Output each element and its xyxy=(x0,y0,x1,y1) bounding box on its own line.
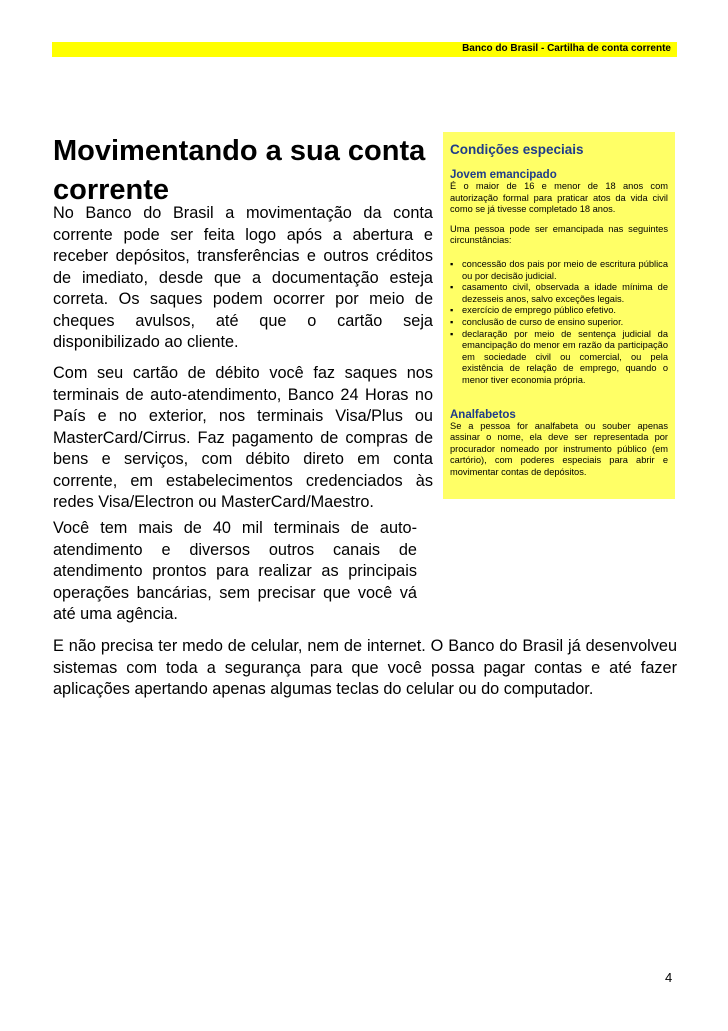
body-paragraph-2: Com seu cartão de débito você faz saques nos terminais de auto-atendimento, Banco 24 Horas no País e no exterior, nos terminais Visa/Plus ou MasterCard/Cirrus. Faz pagamento de compras de bens e serviços, com débito direto em conta corrente, em estabelecimentos credenciados às redes Visa/Electron ou MasterCard/Maestro. xyxy=(53,364,433,511)
bullet-icon: ▪ xyxy=(450,258,454,269)
page-number: 4 xyxy=(665,970,673,985)
jovem-heading: Jovem emancipado xyxy=(450,169,557,181)
header-bar xyxy=(52,42,677,57)
bullet-icon: ▪ xyxy=(450,282,454,293)
special-conditions-box xyxy=(443,132,675,499)
list-item: ▪ declaração por meio de sentença judicial da emancipação do menor em razão da participação em sociedade civil ou comercial, ou pela existência de relação de emprego, quando o menor tiver economia própria. xyxy=(450,328,668,385)
list-item: ▪ exercício de emprego público efetivo. xyxy=(450,305,617,316)
box-title: Condições especiais xyxy=(450,142,584,157)
bullet-icon: ▪ xyxy=(450,328,454,339)
header-text: Banco do Brasil - Cartilha de conta corrente xyxy=(462,43,671,54)
jovem-text: É o maior de 16 e menor de 18 anos com autorização formal para praticar atos da vida civil como se já tivesse completado 18 anos. xyxy=(450,181,668,215)
bullet-icon: ▪ xyxy=(450,305,454,316)
jovem-intro: Uma pessoa pode ser emancipada nas seguintes circunstâncias: xyxy=(450,223,668,246)
list-item: ▪ casamento civil, observada a idade mínima de dezesseis anos, salvo exceções legais. xyxy=(450,282,668,304)
bullet-icon: ▪ xyxy=(450,316,454,327)
analfabetos-heading: Analfabetos xyxy=(450,408,516,421)
list-item: ▪ conclusão de curso de ensino superior. xyxy=(450,316,624,327)
body-paragraph-4: E não precisa ter medo de celular, nem de internet. O Banco do Brasil já desenvolveu sistemas com toda a segurança para que você possa pagar contas e até fazer aplicações apertando apenas algumas teclas do celular ou do computador. xyxy=(53,637,677,698)
page-title: Movimentando a sua conta corrente xyxy=(53,135,426,206)
body-paragraph-1: No Banco do Brasil a movimentação da conta corrente pode ser feita logo após a abertura e receber depósitos, transferências e outros créditos de imediato, desde que a documentação esteja correta. Os saques podem ocorrer por meio de cheques avulsos, até que o cartão seja disponibilizado ao cliente. xyxy=(53,204,433,351)
emancipation-list xyxy=(450,259,668,387)
body-paragraph-3: Você tem mais de 40 mil terminais de auto-atendimento e diversos outros canais de atendimento prontos para realizar as principais operações bancárias, sem precisar que você vá até uma agência. xyxy=(53,519,417,623)
list-item: ▪ concessão dos pais por meio de escritura pública ou por decisão judicial. xyxy=(450,258,668,281)
analfabetos-text: Se a pessoa for analfabeta ou souber apenas assinar o nome, ela deve ser representada por procurador nomeado por instrumento público (em cartório), com poderes especiais para abrir e movimentar contas de depósitos. xyxy=(450,420,668,477)
